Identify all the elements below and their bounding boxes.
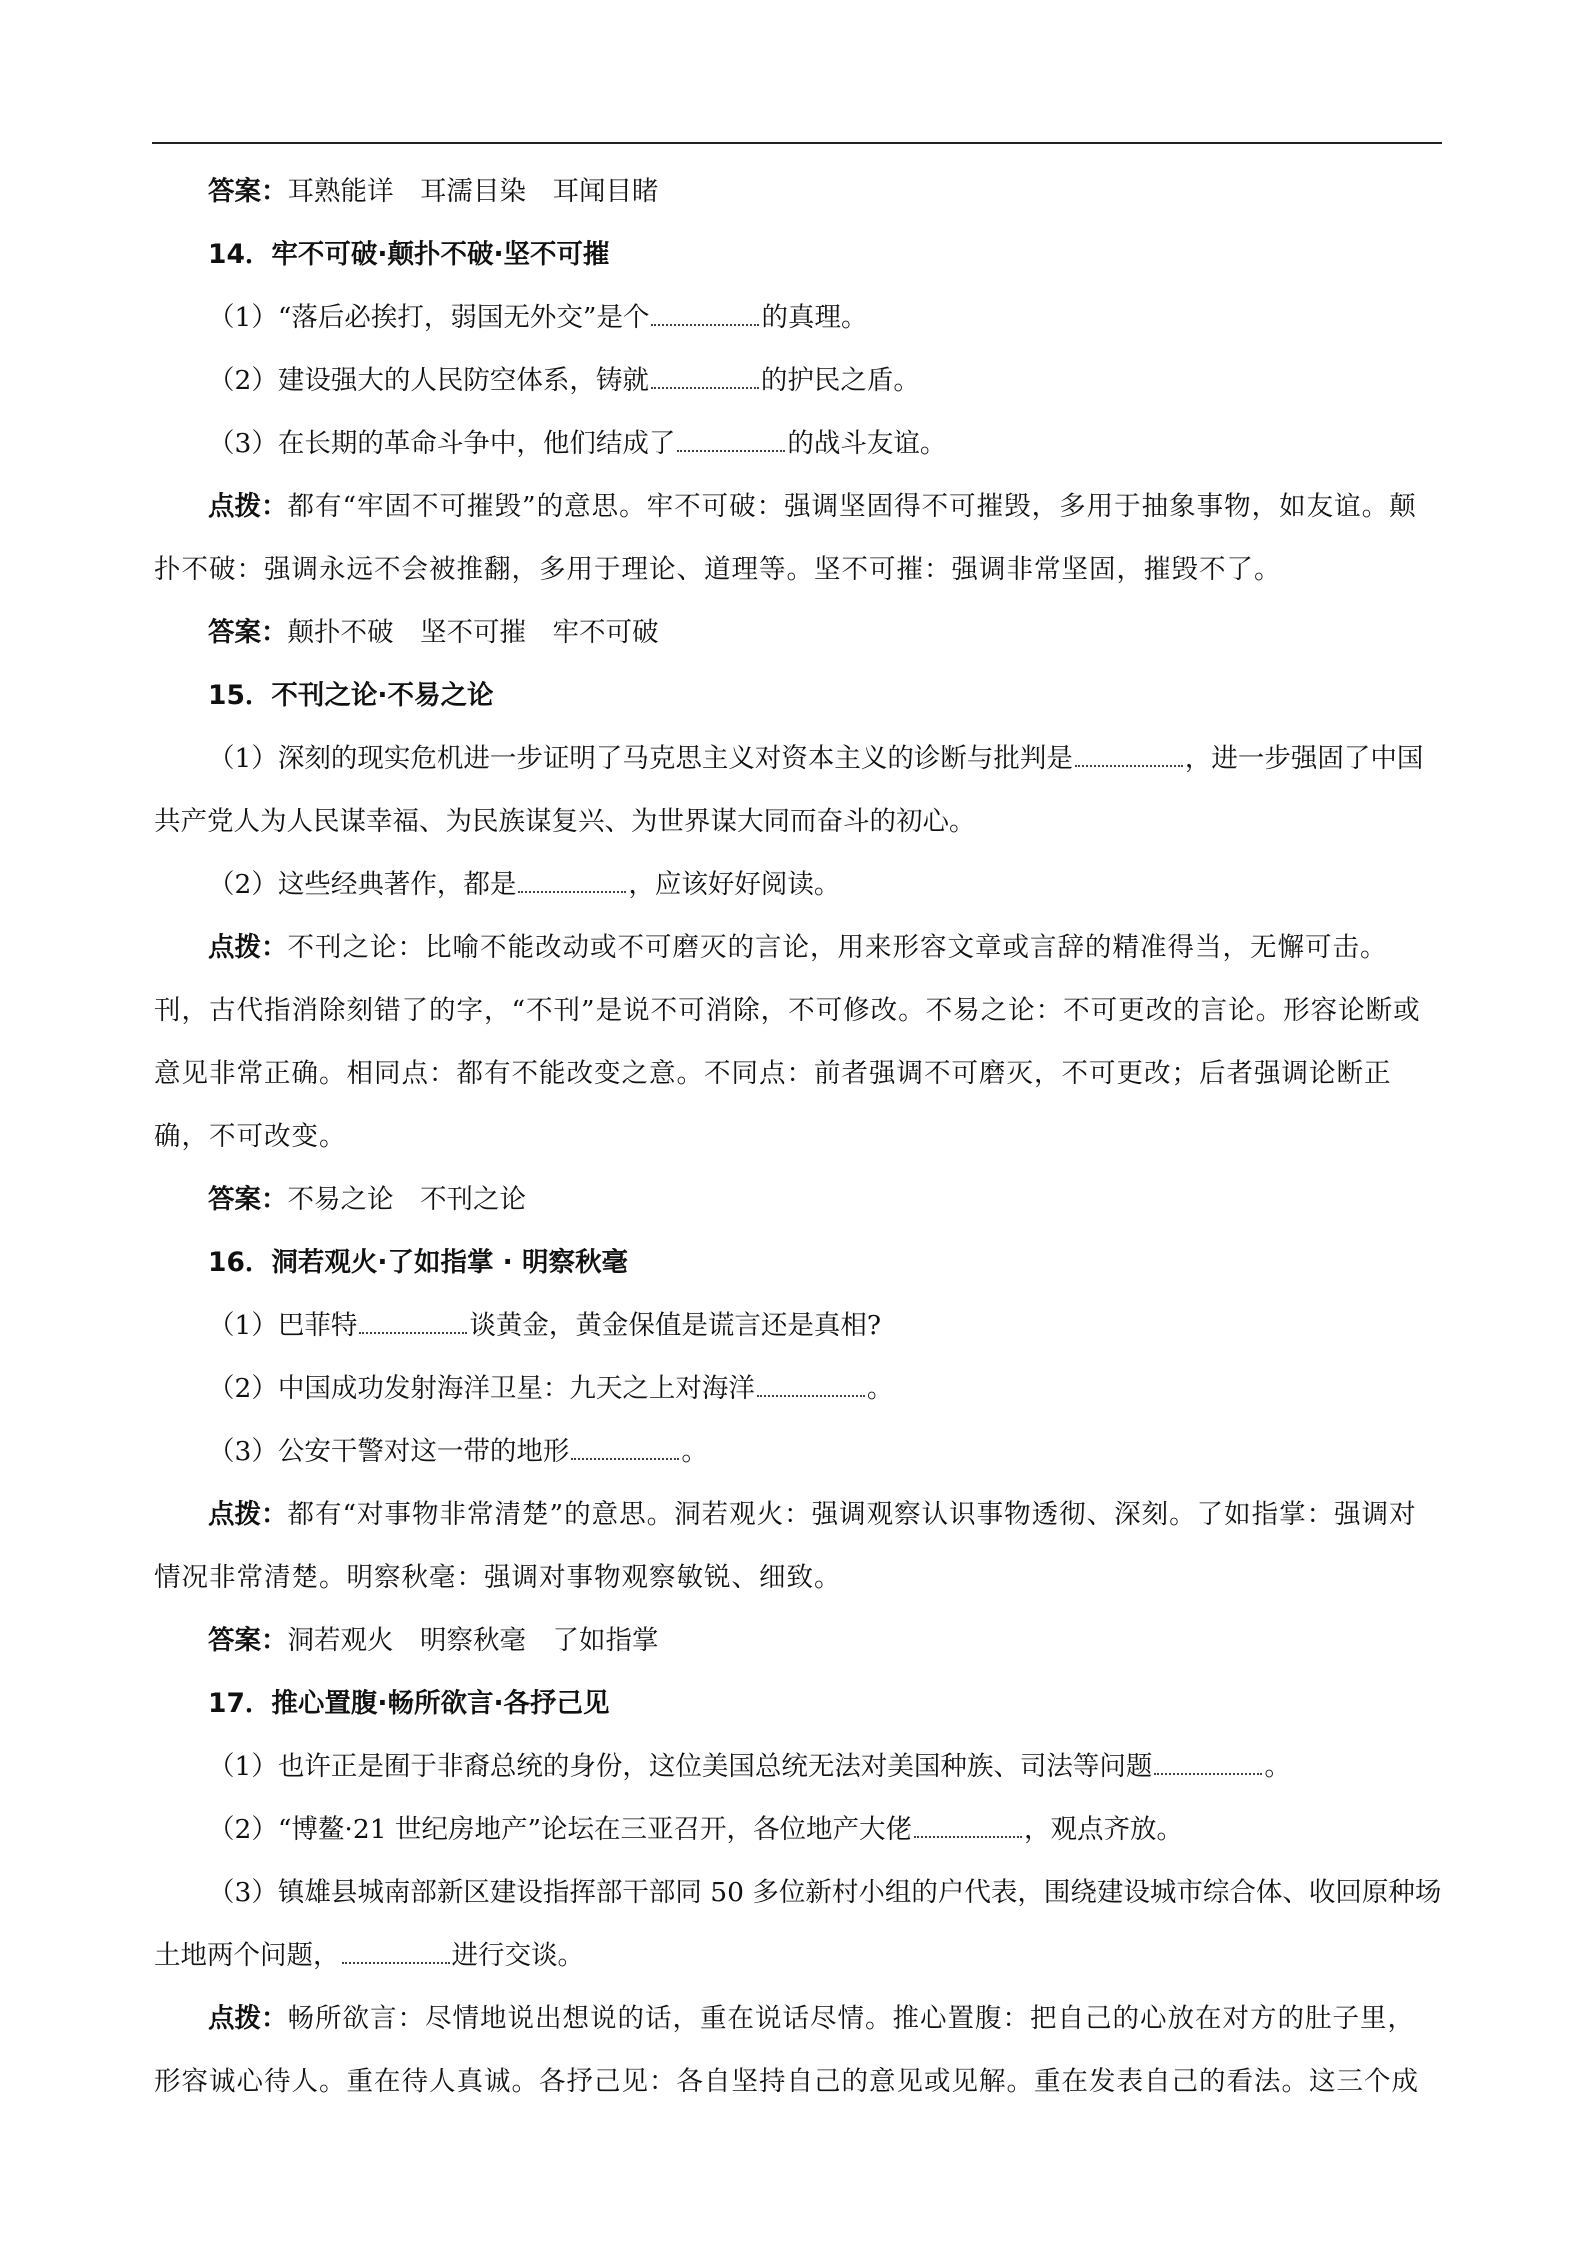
question-text-after: 进行交谈。 [451,1940,584,1971]
tip-paragraph [154,1987,1442,2113]
question-text-before: （1）深刻的现实危机进一步证明了马克思主义对资本主义的诊断与批判是 [208,743,1073,774]
question-item [154,286,1442,349]
document-body [154,160,1442,2113]
fill-in-blank[interactable] [651,359,759,389]
question-text-after: ，应该好好阅读。 [628,869,841,900]
question-item [154,1735,1442,1798]
answer-label: 答案： [208,1184,288,1215]
answer-text: 不易之论 不刊之论 [287,1184,526,1215]
question-text-after: 的战斗友谊。 [787,428,947,459]
fill-in-blank[interactable] [342,1934,450,1964]
question-text-after: 谈黄金，黄金保值是谎言还是真相? [469,1310,882,1341]
question-item [154,853,1442,916]
tip-text: 都有“对事物非常清楚”的意思。洞若观火：强调观察认识事物透彻、深刻。了如指掌：强调对情况非常清楚。明察秋毫：强调对事物观察敏锐、细致。 [154,1499,1417,1593]
header-rule [152,142,1442,144]
question-text-before: （1）巴菲特 [208,1310,358,1341]
question-text-after: 。 [866,1373,894,1404]
question-item [154,1357,1442,1420]
question-text-before: （2）建设强大的人民防空体系，铸就 [208,365,649,396]
tip-text: 不刊之论：比喻不能改动或不可磨灭的言论，用来形容文章或言辞的精准得当，无懈可击。刊，古代指消除刻错了的字，“不刊”是说不可消除，不可修改。不易之论：不可更改的言论。形容论断或意见非常正确。相同点：都有不能改变之意。不同点：前者强调不可磨灭，不可更改；后者强调论断正确，不可改变。 [154,932,1421,1152]
fill-in-blank[interactable] [1075,737,1183,767]
tip-text: 都有“牢固不可摧毁”的意思。牢不可破：强调坚固得不可摧毁，多用于抽象事物，如友谊。颠扑不破：强调永远不会被推翻，多用于理论、道理等。坚不可摧：强调非常坚固，摧毁不了。 [154,491,1417,585]
question-text-after: 的护民之盾。 [760,365,920,396]
question-item [154,727,1442,853]
question-text-before: （1）“落后必挨打，弱国无外交”是个 [208,302,650,333]
answer-label: 答案： [208,176,288,207]
fill-in-blank[interactable] [651,296,759,326]
question-text-before: （3）在长期的革命斗争中，他们结成了 [208,428,676,459]
question-text-after: ，进一步强固了中国共产党人为人民谋幸福、为民族谋复兴、为世界谋大同而奋斗的初心。 [154,743,1424,837]
question-text-before: （2）中国成功发射海洋卫星：九天之上对海洋 [208,1373,755,1404]
tip-label: 点拨： [208,491,288,522]
question-text-after: 。 [1264,1751,1291,1782]
answer-text: 耳熟能详 耳濡目染 耳闻目睹 [287,176,659,207]
question-text-before: （3）公安干警对这一带的地形 [208,1436,570,1467]
answer-label: 答案： [208,1625,288,1656]
fill-in-blank[interactable] [571,1430,679,1460]
answer-line [154,1609,1442,1672]
answer-text: 颠扑不破 坚不可摧 牢不可破 [287,617,659,648]
tip-paragraph [154,475,1442,601]
question-text-after: 。 [681,1436,708,1467]
tip-label: 点拨： [208,932,288,963]
section-heading: 16．洞若观火·了如指掌 · 明察秋毫 [208,1247,628,1278]
question-item [154,349,1442,412]
question-text-before: （2）“博鳌·21 世纪房地产”论坛在三亚召开，各位地产大佬 [208,1814,913,1845]
question-text-before: （1）也许正是囿于非裔总统的身份，这位美国总统无法对美国种族、司法等问题 [208,1751,1153,1782]
section-heading: 15．不刊之论·不易之论 [208,680,494,711]
answer-label: 答案： [208,617,288,648]
tip-paragraph [154,1483,1442,1609]
fill-in-blank[interactable] [677,422,785,452]
question-item [154,412,1442,475]
question-text-before: （2）这些经典著作，都是 [208,869,517,900]
section-heading: 14．牢不可破·颠扑不破·坚不可摧 [208,239,610,270]
question-item [154,1798,1442,1861]
fill-in-blank[interactable] [914,1808,1022,1838]
fill-in-blank[interactable] [757,1367,865,1397]
tip-paragraph [154,916,1442,1168]
tip-label: 点拨： [208,2003,288,2034]
section-heading: 17．推心置腹·畅所欲言·各抒己见 [208,1688,610,1719]
answer-line [154,160,1442,223]
question-item [154,1294,1442,1357]
fill-in-blank[interactable] [359,1304,467,1334]
answer-line [154,601,1442,664]
question-text-after: ，观点齐放。 [1024,1814,1184,1845]
question-text-before: （3）镇雄县城南部新区建设指挥部干部同 50 多位新村小组的户代表，围绕建设城市综合体、收回原种场土地两个问题， [154,1877,1442,1971]
tip-text: 畅所欲言：尽情地说出想说的话，重在说话尽情。推心置腹：把自己的心放在对方的肚子里，形容诚心待人。重在待人真诚。各抒己见：各自坚持自己的意见或见解。重在发表自己的看法。这三个成 [154,2003,1419,2097]
question-text-after: 的真理。 [761,302,868,333]
answer-text: 洞若观火 明察秋毫 了如指掌 [287,1625,659,1656]
question-item [154,1861,1442,1987]
question-item [154,1420,1442,1483]
tip-label: 点拨： [208,1499,288,1530]
fill-in-blank[interactable] [518,863,626,893]
fill-in-blank[interactable] [1154,1745,1262,1775]
answer-line [154,1168,1442,1231]
